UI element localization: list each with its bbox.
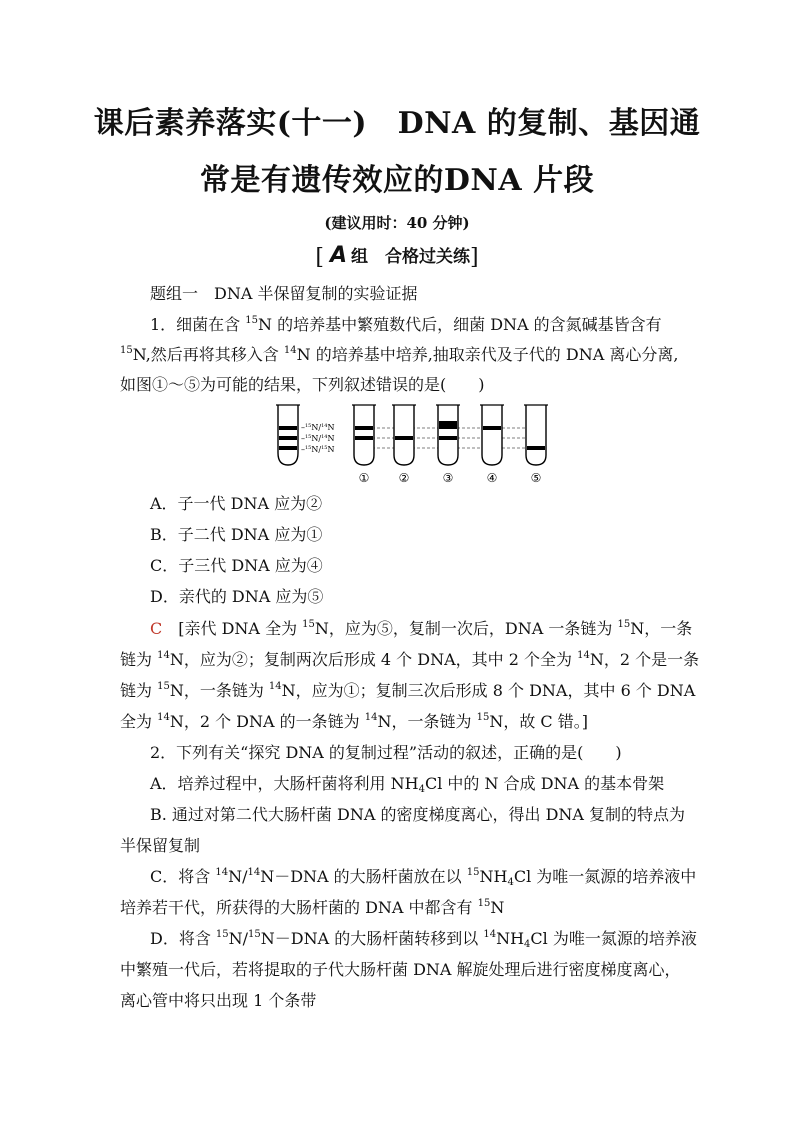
- q2-option-d-line-2: 中繁殖一代后，若将提取的子代大肠杆菌 DNA 解旋处理后进行密度梯度离心，: [120, 960, 681, 979]
- tube-5: [524, 405, 548, 465]
- q2-option-d-line-3: 离心管中将只出现 1 个条带: [120, 991, 317, 1010]
- q2-option-c-line-2: 培养若干代，所获得的大肠杆菌的 DNA 中都含有 $^{15}$N: [120, 898, 505, 917]
- left-bracket: [: [315, 245, 324, 270]
- q2-option-d-line-1: D．将含 $^{15}$N/$^{15}$N－DNA 的大肠杆菌转移到以 $^{14}NH_4Cl$ 为唯一氮源的培养液: [150, 929, 697, 950]
- ref-label-2: –$^{15}$N/$^{14}$N: [301, 434, 335, 443]
- q2-stem: 2．下列有关“探究 DNA 的复制过程”活动的叙述，正确的是( ): [150, 743, 622, 762]
- q1-option-d: D．亲代的 DNA 应为⑤: [150, 587, 324, 606]
- group-label: 组 合格过关练: [351, 247, 471, 267]
- q1-option-c: C．子三代 DNA 应为④: [150, 556, 323, 575]
- band-15n-14n-light: [279, 426, 297, 430]
- right-bracket: ]: [470, 245, 479, 270]
- tube-1: [352, 405, 376, 465]
- reference-tube: [276, 405, 334, 465]
- topic-heading: 题组一 DNA 半保留复制的实验证据: [150, 284, 418, 303]
- ref-label-1: –$^{15}$N/$^{14}$N: [301, 423, 335, 432]
- q2-option-b-line-2: 半保留复制: [120, 836, 201, 855]
- q1-line-2: $^{15}$N,然后再将其移入含 $^{14}$N 的培养基中培养,抽取亲代及子代的 DNA 离心分离,: [120, 345, 679, 364]
- q1-line-1: 1．细菌在含 $^{15}$N 的培养基中繁殖数代后，细菌 DNA 的含氮碱基皆含有: [150, 315, 662, 334]
- tube-4: [480, 405, 504, 465]
- q1-explanation-line-1: C [亲代 DNA 全为 $^{15}$N，应为⑤，复制一次后，DNA 一条链为 $^{15}$N，一条: [150, 619, 693, 638]
- q2-option-a: A．培养过程中，大肠杆菌将利用 $NH_4Cl$ 中的 N 合成 DNA 的基本骨架: [150, 774, 665, 795]
- q1-explanation-line-3: 链为 $^{15}$N，一条链为 $^{14}$N，应为①；复制三次后形成 8 个 DNA，其中 6 个 DNA: [120, 681, 696, 700]
- q1-option-b: B．子二代 DNA 应为①: [150, 525, 323, 544]
- suggested-time: (建议用时：40 分钟): [324, 214, 470, 232]
- q1-explanation-line-4: 全为 $^{14}$N，2 个 DNA 的一条链为 $^{14}$N，一条链为 $^{15}$N，故 C 错。]: [120, 712, 588, 731]
- ref-label-3: –$^{15}$N/$^{15}$N: [301, 445, 335, 454]
- tube-label-5: ⑤: [530, 471, 542, 485]
- q2-option-c-line-1: C．将含 $^{14}$N/$^{14}$N－DNA 的大肠杆菌放在以 $^{15}NH_4Cl$ 为唯一氮源的培养液中: [150, 867, 697, 888]
- page-title-line-1: 课后素养落实(十一) DNA 的复制、基因通: [93, 106, 701, 141]
- q1-option-a: A．子一代 DNA 应为②: [150, 494, 323, 513]
- tube-label-4: ④: [486, 471, 498, 485]
- tube-label-1: ①: [358, 471, 370, 485]
- page-title-line-2: 常是有遗传效应的DNA 片段: [199, 163, 595, 198]
- q1-explanation-line-2: 链为 $^{14}$N，应为②；复制两次后形成 4 个 DNA，其中 2 个全为 $^{14}$N，2 个是一条: [120, 650, 700, 669]
- tube-label-2: ②: [398, 471, 410, 485]
- q1-answer-letter: C: [150, 619, 163, 638]
- tube-label-3: ③: [442, 471, 454, 485]
- group-heading: [0, 242, 794, 270]
- band-15n-14n: [279, 436, 297, 440]
- tube-3: [436, 405, 460, 465]
- group-letter: A: [329, 243, 348, 268]
- band-15n-15n: [279, 446, 297, 450]
- q2-option-b-line-1: B. 通过对第二代大肠杆菌 DNA 的密度梯度离心，得出 DNA 复制的特点为: [150, 805, 686, 824]
- tube-2: [392, 405, 416, 465]
- centrifuge-tubes-figure: [272, 403, 552, 485]
- q1-line-3: 如图①～⑤为可能的结果，下列叙述错误的是( ): [120, 375, 485, 394]
